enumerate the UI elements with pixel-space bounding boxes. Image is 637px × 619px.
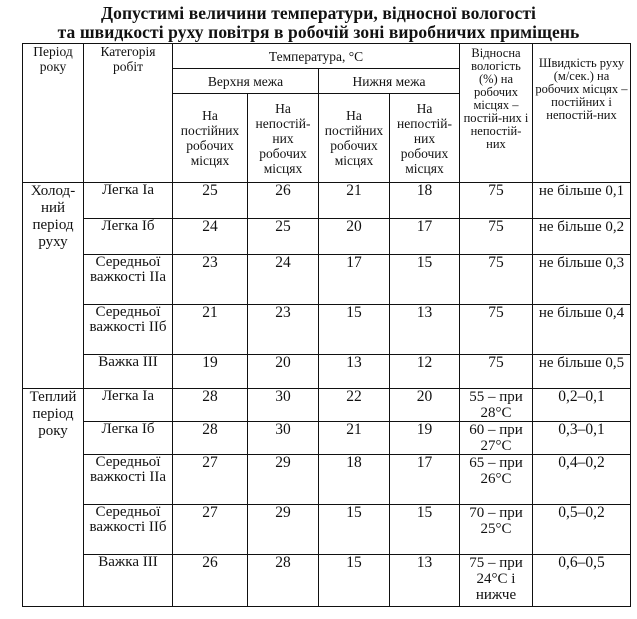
lower-permanent-cell: 21: [319, 183, 390, 219]
upper-nonpermanent-cell: 29: [248, 455, 319, 505]
humidity-cell: 60 – при 27°С: [460, 422, 533, 455]
table-row: [23, 555, 631, 607]
humidity-cell: 75: [460, 305, 533, 355]
air-speed-cell: 0,6–0,5: [533, 555, 631, 607]
lower-nonpermanent-cell: 13: [390, 305, 460, 355]
air-speed-cell: 0,2–0,1: [533, 389, 631, 422]
period-cold: Холод-ний період руху: [23, 183, 84, 389]
title-line-1: Допустимі величини температури, відносної вологості: [101, 3, 536, 23]
air-speed-cell: не більше 0,4: [533, 305, 631, 355]
category-cell: Середньої важкості ІІа: [84, 455, 173, 505]
lower-nonpermanent-cell: 20: [390, 389, 460, 422]
header-air-speed: Швидкість руху (м/сек.) на робочих місцях – постійних і непостій-них: [533, 44, 631, 183]
title-line-2: та швидкості руху повітря в робочій зоні виробничих приміщень: [57, 22, 580, 42]
lower-permanent-cell: 15: [319, 555, 390, 607]
category-cell: Важка ІІІ: [84, 555, 173, 607]
upper-nonpermanent-cell: 23: [248, 305, 319, 355]
upper-permanent-cell: 27: [173, 505, 248, 555]
header-period: Період року: [23, 44, 84, 183]
lower-nonpermanent-cell: 17: [390, 455, 460, 505]
header-lower-permanent: На постійних робочих місцях: [319, 94, 390, 183]
header-lower-limit: Нижня межа: [319, 69, 460, 94]
air-speed-cell: 0,3–0,1: [533, 422, 631, 455]
air-speed-cell: не більше 0,1: [533, 183, 631, 219]
table-row: [23, 305, 631, 355]
category-cell: Середньої важкості ІІб: [84, 505, 173, 555]
upper-permanent-cell: 23: [173, 255, 248, 305]
table-row: [23, 389, 631, 422]
header-lower-nonpermanent: На непостій-них робочих місцях: [390, 94, 460, 183]
table-row: [23, 355, 631, 389]
air-speed-cell: не більше 0,5: [533, 355, 631, 389]
upper-permanent-cell: 26: [173, 555, 248, 607]
header-upper-nonpermanent: На непостій-них робочих місцях: [248, 94, 319, 183]
header-upper-limit: Верхня межа: [173, 69, 319, 94]
lower-nonpermanent-cell: 12: [390, 355, 460, 389]
lower-nonpermanent-cell: 15: [390, 505, 460, 555]
humidity-cell: 65 – при 26°С: [460, 455, 533, 505]
upper-nonpermanent-cell: 30: [248, 422, 319, 455]
table-row: [23, 183, 631, 219]
lower-permanent-cell: 17: [319, 255, 390, 305]
period-warm: Теплий період року: [23, 389, 84, 607]
upper-permanent-cell: 25: [173, 183, 248, 219]
upper-nonpermanent-cell: 24: [248, 255, 319, 305]
lower-permanent-cell: 13: [319, 355, 390, 389]
table-row: [23, 422, 631, 455]
humidity-cell: 75: [460, 355, 533, 389]
humidity-cell: 75: [460, 219, 533, 255]
category-cell: Середньої важкості ІІб: [84, 305, 173, 355]
upper-permanent-cell: 28: [173, 422, 248, 455]
header-temperature: Температура, °С: [173, 44, 460, 69]
upper-permanent-cell: 24: [173, 219, 248, 255]
category-cell: Легка Іб: [84, 422, 173, 455]
lower-permanent-cell: 20: [319, 219, 390, 255]
humidity-cell: 75: [460, 255, 533, 305]
header-humidity: Відносна вологість (%) на робочих місцях – постій-них і непостій-них: [460, 44, 533, 183]
lower-permanent-cell: 22: [319, 389, 390, 422]
lower-permanent-cell: 18: [319, 455, 390, 505]
table-row: [23, 505, 631, 555]
table-row: [23, 255, 631, 305]
lower-nonpermanent-cell: 18: [390, 183, 460, 219]
lower-permanent-cell: 21: [319, 422, 390, 455]
upper-nonpermanent-cell: 28: [248, 555, 319, 607]
category-cell: Легка Іб: [84, 219, 173, 255]
humidity-cell: 70 – при 25°С: [460, 505, 533, 555]
lower-nonpermanent-cell: 17: [390, 219, 460, 255]
lower-nonpermanent-cell: 15: [390, 255, 460, 305]
air-speed-cell: 0,5–0,2: [533, 505, 631, 555]
humidity-cell: 55 – при 28°С: [460, 389, 533, 422]
upper-nonpermanent-cell: 30: [248, 389, 319, 422]
air-speed-cell: не більше 0,3: [533, 255, 631, 305]
category-cell: Середньої важкості ІІа: [84, 255, 173, 305]
category-cell: Легка Іа: [84, 389, 173, 422]
lower-nonpermanent-cell: 19: [390, 422, 460, 455]
upper-permanent-cell: 27: [173, 455, 248, 505]
header-category: Категорія робіт: [84, 44, 173, 183]
upper-permanent-cell: 28: [173, 389, 248, 422]
upper-permanent-cell: 19: [173, 355, 248, 389]
upper-permanent-cell: 21: [173, 305, 248, 355]
upper-nonpermanent-cell: 26: [248, 183, 319, 219]
upper-nonpermanent-cell: 25: [248, 219, 319, 255]
lower-permanent-cell: 15: [319, 305, 390, 355]
climate-norms-table: [22, 43, 631, 607]
humidity-cell: 75 – при 24°С і нижче: [460, 555, 533, 607]
lower-nonpermanent-cell: 13: [390, 555, 460, 607]
humidity-cell: 75: [460, 183, 533, 219]
category-cell: Легка Іа: [84, 183, 173, 219]
table-row: [23, 219, 631, 255]
lower-permanent-cell: 15: [319, 505, 390, 555]
air-speed-cell: 0,4–0,2: [533, 455, 631, 505]
upper-nonpermanent-cell: 20: [248, 355, 319, 389]
table-row: [23, 455, 631, 505]
upper-nonpermanent-cell: 29: [248, 505, 319, 555]
document-title: [0, 4, 637, 42]
category-cell: Важка ІІІ: [84, 355, 173, 389]
header-upper-permanent: На постійних робочих місцях: [173, 94, 248, 183]
air-speed-cell: не більше 0,2: [533, 219, 631, 255]
